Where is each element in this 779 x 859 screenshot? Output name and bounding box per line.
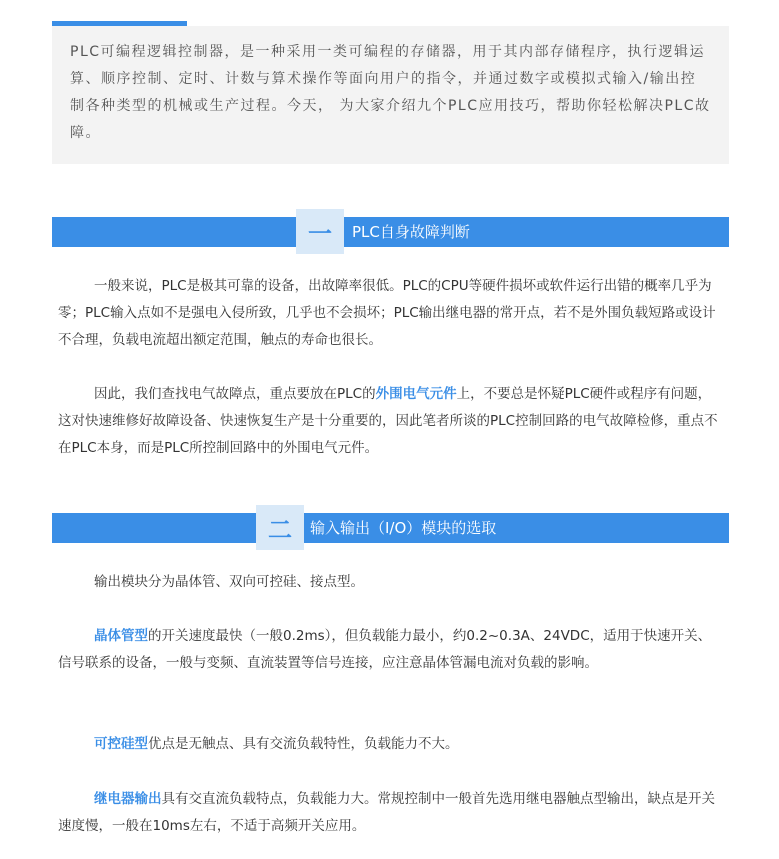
intro-box bbox=[52, 26, 729, 164]
paragraph bbox=[58, 731, 724, 758]
paragraph-text: 的开关速度最快（一般0.2ms），但负载能力最小，约0.2~0.3A、24VDC，适用于快速开关、 信号联系的设备，一般与变频、直流装置等信号连接，应注意晶体管漏电流对负载的影响。 bbox=[58, 628, 712, 671]
highlight-term: 晶体管型 bbox=[94, 628, 148, 644]
paragraph: 输出模块分为晶体管、双向可控硅、接点型。 bbox=[94, 574, 364, 590]
section-header-1 bbox=[52, 217, 729, 247]
paragraph-text: 因此，我们查找电气故障点，重点要放在PLC的 bbox=[94, 386, 376, 402]
paragraph-text: 上，不要总是怀疑PLC硬件或程序有问题，这对快速维修好故障设备、快速恢复生产是十分重要的，因此笔者所谈的PLC控制回路的电气故障检修，重点不在PLC本身，而是PLC所控制回路中的外围电气元件。 bbox=[58, 386, 718, 456]
section-title: PLC自身故障判断 bbox=[352, 223, 470, 241]
section-number-box bbox=[296, 209, 344, 254]
highlight-term: 外围电气元件 bbox=[375, 386, 457, 402]
paragraph bbox=[58, 381, 724, 462]
paragraph bbox=[58, 786, 724, 840]
paragraph bbox=[58, 623, 724, 677]
section-number: 一 bbox=[308, 220, 332, 248]
intro-text: PLC可编程逻辑控制器，是一种采用一类可编程的存储器，用于其内部存储程序，执行逻辑运算、顺序控制、定时、计数与算术操作等面向用户的指令，并通过数字或模拟式输入/输出控制各种类型的机械或生产过程。今天， 为大家介绍九个PLC应用技巧，帮助你轻松解决PLC故障。 bbox=[70, 44, 711, 141]
highlight-term: 继电器输出 bbox=[94, 791, 162, 807]
paragraph: 一般来说，PLC是极其可靠的设备，出故障率很低。PLC的CPU等硬件损坏或软件运行出错的概率几乎为零；PLC输入点如不是强电入侵所致，几乎也不会损坏；PLC输出继电器的常开点，若不是外围负载短路或设计不合理，负载电流超出额定范围，触点的寿命也很长。 bbox=[58, 278, 716, 348]
highlight-term: 可控硅型 bbox=[94, 736, 148, 752]
section-number-box bbox=[256, 505, 304, 550]
section-title: 输入输出（I/O）模块的选取 bbox=[310, 519, 497, 537]
paragraph-text: 优点是无触点、具有交流负载特性，负载能力不大。 bbox=[148, 736, 459, 752]
section-number: 二 bbox=[268, 516, 292, 544]
section-header-2 bbox=[52, 513, 729, 543]
paragraph-text: 具有交直流负载特点，负载能力大。常规控制中一般首先选用继电器触点型输出，缺点是开关速度慢，一般在10ms左右，不适于高频开关应用。 bbox=[58, 791, 715, 834]
